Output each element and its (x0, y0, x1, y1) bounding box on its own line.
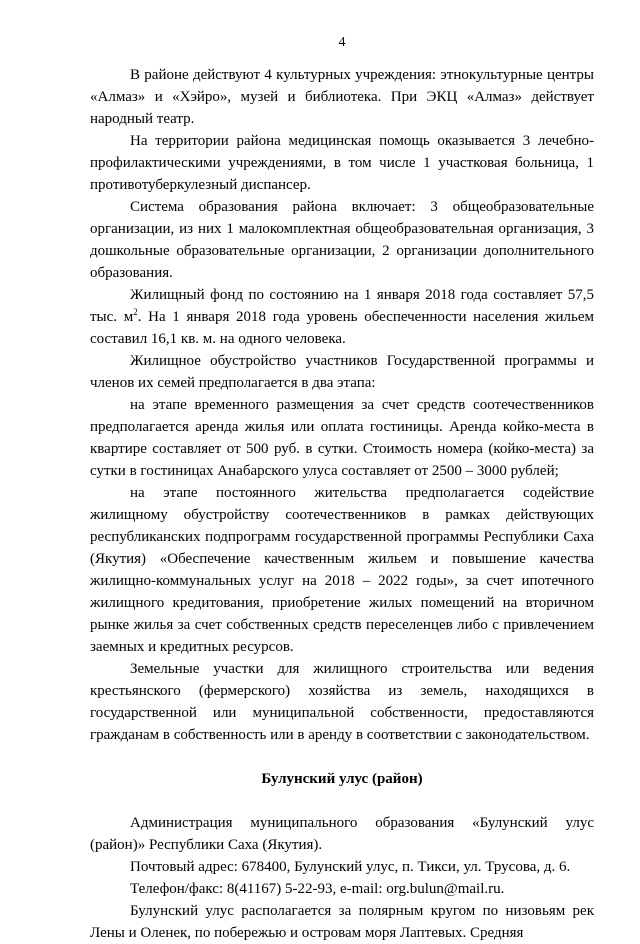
paragraph-housing-stock (90, 284, 594, 350)
paragraph-culture: В районе действуют 4 культурных учреждения: этнокультурные центры «Алмаз» и «Хэйро», музей и библиотека. При ЭКЦ «Алмаз» действует народный театр. (90, 67, 594, 127)
paragraph-education: Система образования района включает: 3 общеобразовательные организации, из них 1 малокомплектная общеобразовательная организация, 3 дошкольные образовательные организации, 2 организации дополнительного образования. (90, 199, 594, 281)
square-superscript: 2 (133, 307, 138, 317)
paragraph-housing-stages: Жилищное обустройство участников Государственной программы и членов их семей предполагается в два этапа: (90, 353, 594, 391)
paragraph-medicine: На территории района медицинская помощь оказывается 3 лечебно-профилактическими учреждениями, в том числе 1 участковая больница, 1 противотуберкулезный диспансер. (90, 133, 594, 193)
document-page (90, 34, 594, 944)
paragraph-permanent-stage: на этапе постоянного жительства предполагается содействие жилищному обустройству соотечественников в рамках действующих республиканских подпрограмм государственной программы Республики Саха (Якутия) «Обеспечение качественным жильем и повышение качества жилищно-коммунальных услуг на 2018 – 2022 годы», за счет ипотечного жилищного кредитования, приобретение жилых помещений на вторичном рынке жилья за счет собственных средств переселенцев либо с привлечением заемных и кредитных ресурсов. (90, 485, 594, 655)
paragraph-phone-email: Телефон/факс: 8(41167) 5-22-93, e-mail: org.bulun@mail.ru. (130, 881, 505, 897)
housing-text-start: Жилищный фонд по состоянию на 1 января 2018 года составляет 57,5 тыс. м (90, 287, 594, 325)
paragraph-postal-address: Почтовый адрес: 678400, Булунский улус, п. Тикси, ул. Трусова, д. 6. (130, 859, 571, 875)
paragraph-land-plots: Земельные участки для жилищного строительства или ведения крестьянского (фермерского) хозяйства из земель, находящихся в государственной или муниципальной собственности, предоставляются гражданам в собственность или в аренду в соответствии с законодательством. (90, 661, 594, 743)
section-heading: Булунский улус (район) (261, 771, 423, 787)
paragraph-location: Булунский улус располагается за полярным кругом по низовьям рек Лены и Оленек, по побережью и островам моря Лаптевых. Средняя (90, 903, 594, 941)
paragraph-administration: Администрация муниципального образования «Булунский улус (район)» Республики Саха (Якутия). (90, 815, 594, 853)
page-number: 4 (338, 35, 346, 50)
housing-text-end: . На 1 января 2018 года уровень обеспеченности населения жильем составил 16,1 кв. м. на одного человека. (90, 309, 594, 347)
paragraph-temporary-stage: на этапе временного размещения за счет средств соотечественников предполагается аренда жилья или оплата гостиницы. Аренда койко-места в квартире составляет от 500 руб. в сутки. Стоимость номера (койко-места) за сутки в гостиницах Анабарского улуса составляет от 2500 – 3000 рублей; (90, 397, 594, 479)
